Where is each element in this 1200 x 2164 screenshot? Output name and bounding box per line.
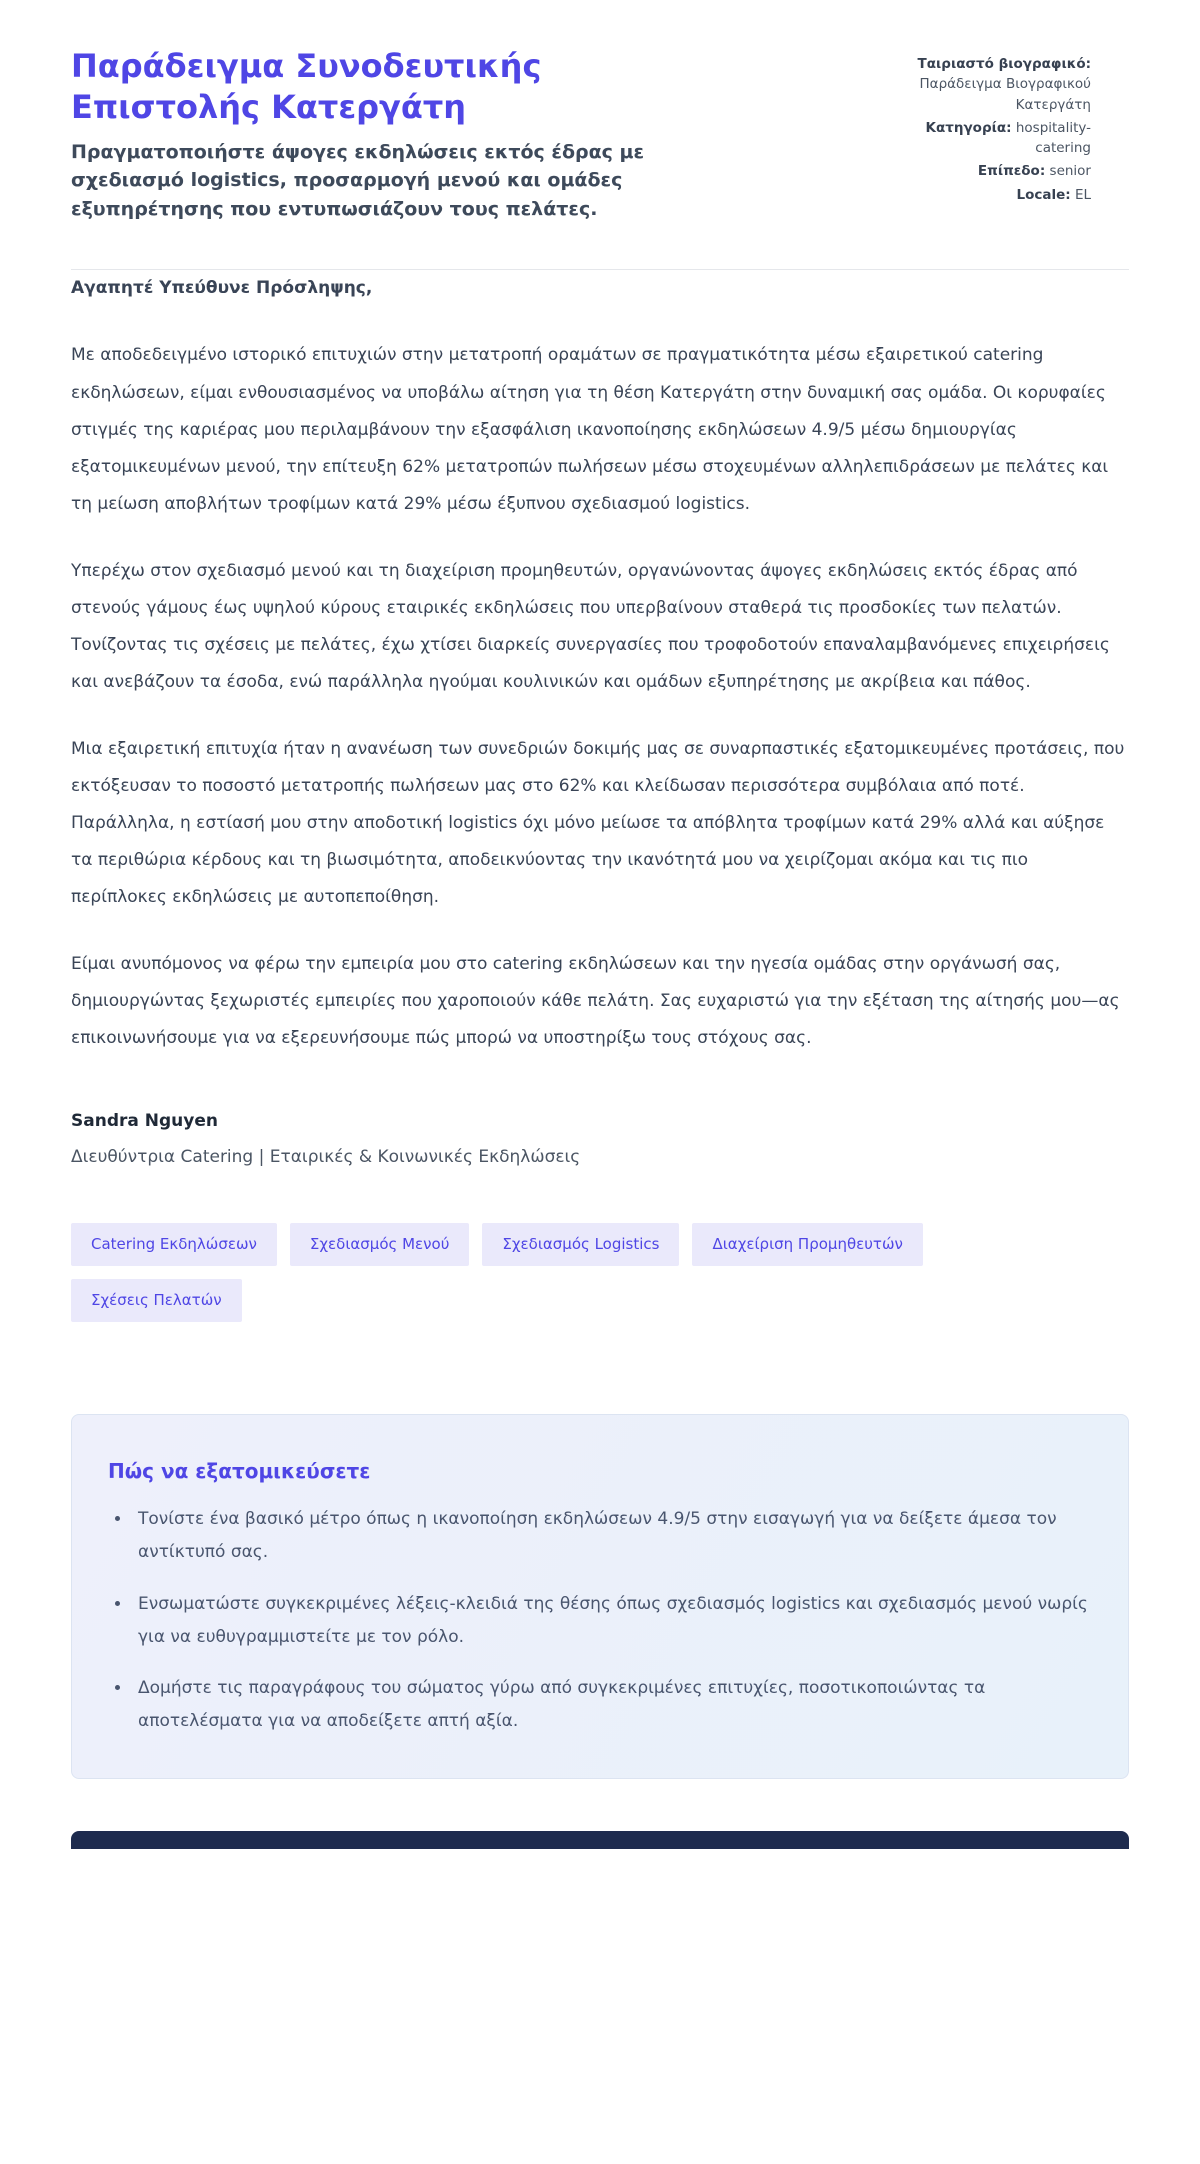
page-title: Παράδειγμα Συνοδευτικής Επιστολής Κατεργάτη <box>71 47 542 126</box>
meta-level <box>913 161 1091 181</box>
tip-item: • Δομήστε τις παραγράφους του σώματος γύρω από συγκεκριμένες επιτυχίες, ποσοτικοποιώντας τα αποτελέσματα για να αποδείξετε απτή αξία. <box>132 1672 1092 1738</box>
meta-label: Ταιριαστό βιογραφικό: <box>917 56 1091 72</box>
tips-heading: Πώς να εξατομικεύσετε <box>108 1459 371 1484</box>
tip-item: • Τονίστε ένα βασικό μέτρο όπως η ικανοποίηση εκδηλώσεων 4.9/5 στην εισαγωγή για να δείξετε άμεσα τον αντίκτυπό σας. <box>132 1503 1092 1569</box>
meta-label: Κατηγορία: <box>925 119 1012 136</box>
header-meta <box>913 46 1091 208</box>
footer-cta-section-top <box>71 1831 1129 1849</box>
meta-value: EL <box>1074 186 1091 203</box>
tips-list <box>108 1503 1092 1738</box>
tag-chip[interactable]: Σχέσεις Πελατών <box>71 1279 242 1322</box>
letter-greeting: Αγαπητέ Υπεύθυνε Πρόσληψης, <box>71 278 373 299</box>
meta-category <box>913 118 1091 159</box>
tip-item: • Ενσωματώστε συγκεκριμένες λέξεις-κλειδιά της θέσης όπως σχεδιασμός logistics και σχεδιασμός μενού νωρίς για να ευθυγραμμιστείτε με τον ρόλο. <box>132 1588 1092 1654</box>
signature-name: Sandra Nguyen <box>71 1111 218 1132</box>
meta-label: Επίπεδο: <box>977 163 1046 180</box>
tag-chip[interactable]: Διαχείριση Προμηθευτών <box>692 1223 922 1266</box>
header-titles <box>71 46 701 223</box>
tag-chip[interactable]: Σχεδιασμός Μενού <box>290 1223 469 1266</box>
tag-chip[interactable]: Catering Εκδηλώσεων <box>71 1223 277 1266</box>
tag-chip[interactable]: Σχεδιασμός Logistics <box>482 1223 679 1266</box>
page-container <box>71 0 1129 1849</box>
meta-locale <box>913 185 1091 205</box>
customization-tips-box <box>71 1414 1129 1779</box>
meta-matching-resume <box>913 54 1091 115</box>
meta-label: Locale: <box>1016 186 1071 203</box>
page-header <box>71 46 1129 223</box>
page-subtitle: Πραγματοποιήστε άψογες εκδηλώσεις εκτός έδρας με σχεδιασμό logistics, προσαρμογή μενού και ομάδες εξυπηρέτησης που εντυπωσιάζουν τους πελάτες. <box>71 140 645 220</box>
meta-value: hospitality-catering <box>1015 119 1091 156</box>
letter-paragraph: Με αποδεδειγμένο ιστορικό επιτυχιών στην μετατροπή οραμάτων σε πραγματικότητα μέσω εξαιρετικού catering εκδηλώσεων, είμαι ενθουσιασμένος να υποβάλω αίτηση για τη θέση Κατεργάτη στην δυναμική σας ομάδα. Οι κορυφαίες στιγμές της καριέρας μου περιλαμβάνουν την εξασφάλιση ικανοποίησης εκδηλώσεων 4.9/5 μέσω δημιουργίας εξατομικευμένων μενού, την επίτευξη 62% μετατροπών πωλήσεων μέσω στοχευμένων αλληλεπιδράσεων με πελάτες και τη μείωση αποβλήτων τροφίμων κατά 29% μέσω έξυπνου σχεδιασμού logistics. <box>71 345 1109 514</box>
letter-paragraph: Υπερέχω στον σχεδιασμό μενού και τη διαχείριση προμηθευτών, οργανώνοντας άψογες εκδηλώσεις εκτός έδρας από στενούς γάμους έως υψηλού κύρους εταιρικές εκδηλώσεις που υπερβαίνουν σταθερά τις προσδοκίες των πελατών. Τονίζοντας τις σχέσεις με πελάτες, έχω χτίσει διαρκείς συνεργασίες που τροφοδοτούν επαναλαμβανόμενες επιχειρήσεις και ανεβάζουν τα έσοδα, ενώ παράλληλα ηγούμαι κουλινικών και ομάδων εξυπηρέτησης με ακρίβεια και πάθος. <box>71 560 1110 692</box>
letter-paragraph: Είμαι ανυπόμονος να φέρω την εμπειρία μου στο catering εκδηλώσεων και την ηγεσία ομάδας στην οργάνωσή σας, δημιουργώντας ξεχωριστές εμπειρίες που χαροποιούν κάθε πελάτη. Σας ευχαριστώ για την εξέταση της αίτησής μου—ας επικοινωνήσουμε για να εξερευνήσουμε πώς μπορώ να υποστηρίξω τους στόχους σας. <box>71 954 1120 1049</box>
signature-title: Διευθύντρια Catering | Εταιρικές & Κοινωνικές Εκδηλώσεις <box>71 1147 581 1168</box>
cover-letter-body <box>71 270 1129 1167</box>
meta-value: Παράδειγμα Βιογραφικού Κατεργάτη <box>919 76 1091 113</box>
meta-value: senior <box>1049 163 1091 180</box>
letter-paragraph: Μια εξαιρετική επιτυχία ήταν η ανανέωση των συνεδριών δοκιμής μας σε συναρπαστικές εξατομικευμένες προτάσεις, που εκτόξευσαν το ποσοστό μετατροπής πωλήσεων μας στο 62% και κλείδωσαν περισσότερα συμβόλαια από ποτέ. Παράλληλα, η εστίασή μου στην αποδοτική logistics όχι μόνο μείωσε τα απόβλητα τροφίμων κατά 29% αλλά και αύξησε τα περιθώρια κέρδους και τη βιωσιμότητα, αποδεικνύοντας την ικανότητά μου να χειρίζομαι ακόμα και τις πιο περίπλοκες εκδηλώσεις με αυτοπεποίθηση. <box>71 738 1125 908</box>
skill-tags <box>71 1223 1031 1322</box>
